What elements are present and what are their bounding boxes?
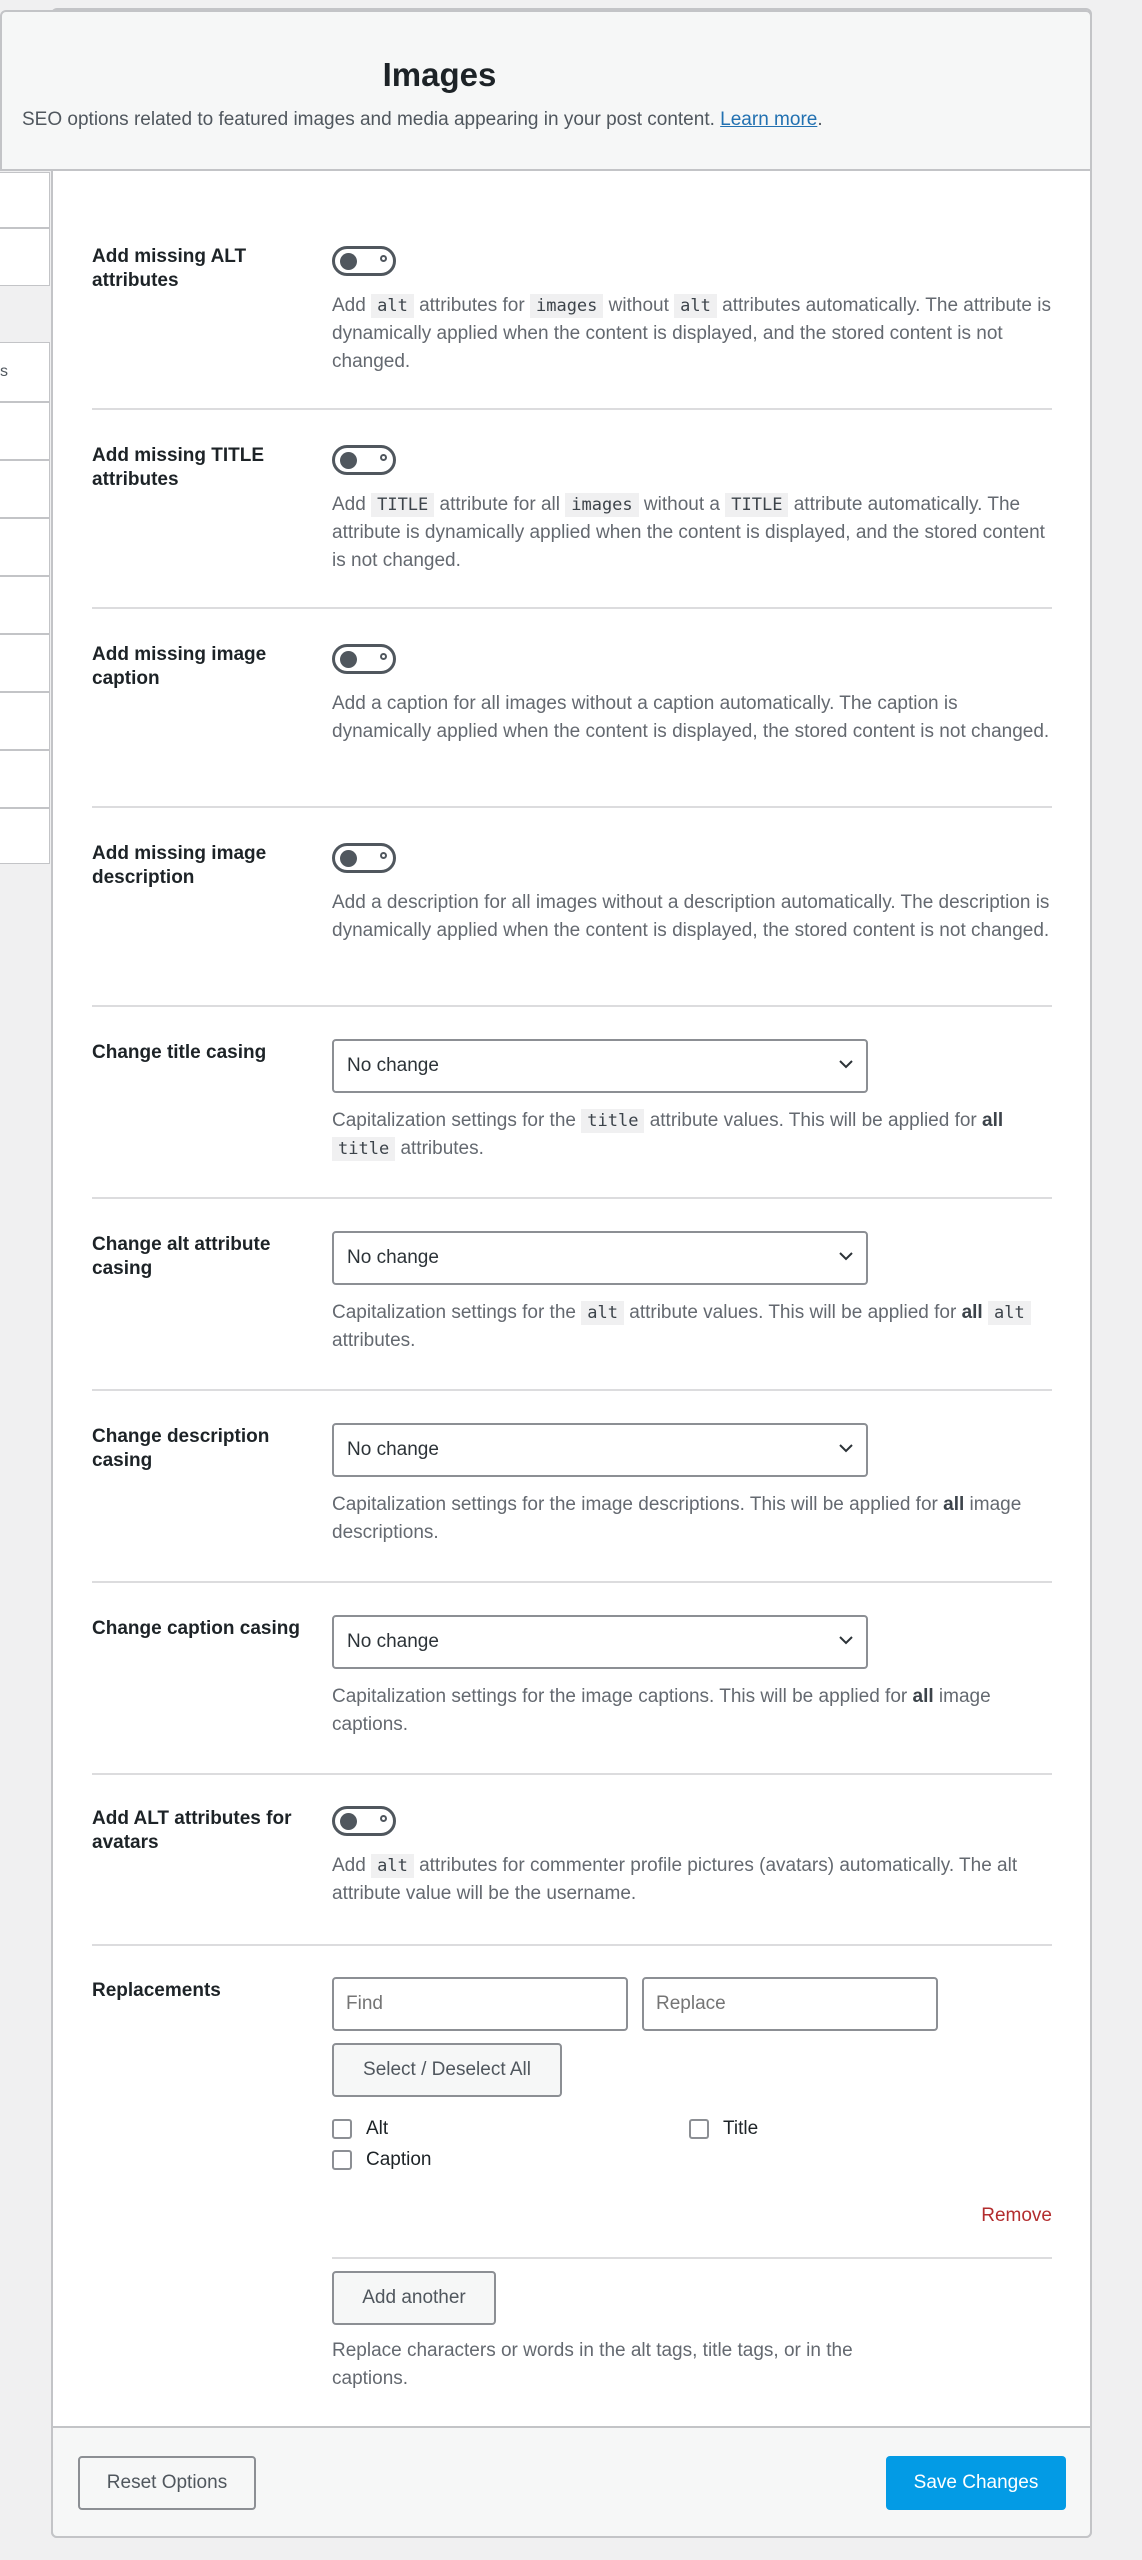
desc-text: image descriptions. bbox=[332, 1494, 1022, 1543]
code-snippet: images bbox=[530, 294, 603, 318]
toggle-off-indicator bbox=[380, 653, 387, 660]
side-nav-tab[interactable] bbox=[0, 172, 50, 228]
setting-description bbox=[332, 1491, 1052, 1547]
setting-label: Add missing image description bbox=[92, 843, 267, 888]
toggle-off-indicator bbox=[380, 852, 387, 859]
setting-label: Change title casing bbox=[92, 1042, 267, 1063]
setting-description bbox=[332, 1852, 1052, 1908]
setting-label: Change alt attribute casing bbox=[92, 1234, 271, 1279]
desc-text: attributes. bbox=[332, 1330, 416, 1351]
desc-text: image captions. bbox=[332, 1686, 991, 1735]
setting-description: Replace characters or words in the alt tags, title tags, or in the captions. bbox=[332, 2340, 853, 2389]
description-casing-select[interactable] bbox=[332, 1423, 868, 1477]
side-nav-tab[interactable] bbox=[0, 402, 50, 460]
setting-label: Add missing image caption bbox=[92, 644, 267, 689]
side-nav-tab[interactable] bbox=[0, 342, 50, 402]
select-deselect-all-button[interactable]: Select / Deselect All bbox=[332, 2043, 562, 2097]
missing-description-toggle[interactable] bbox=[332, 843, 396, 873]
desc-text: attribute values. This will be applied for bbox=[623, 1302, 962, 1323]
side-nav-tab[interactable] bbox=[0, 518, 50, 576]
setting-label: Replacements bbox=[92, 1980, 221, 2001]
title-checkbox-item[interactable] bbox=[689, 2118, 758, 2140]
checkbox-label: Caption bbox=[366, 2149, 432, 2170]
page-title: Images bbox=[382, 56, 497, 93]
setting-label: Change caption casing bbox=[92, 1618, 300, 1639]
setting-description bbox=[332, 1107, 1052, 1163]
learn-more-link[interactable]: Learn more bbox=[720, 109, 818, 130]
reset-options-button[interactable]: Reset Options bbox=[78, 2456, 256, 2510]
section-header bbox=[0, 10, 1092, 171]
code-snippet: alt bbox=[371, 1854, 414, 1878]
chevron-down-icon bbox=[836, 1438, 856, 1458]
settings-footer bbox=[51, 2426, 1092, 2538]
add-another-button[interactable]: Add another bbox=[332, 2271, 496, 2325]
side-nav-tab[interactable] bbox=[0, 808, 50, 864]
desc-text: attribute values. This will be applied for bbox=[644, 1110, 983, 1131]
code-snippet: alt bbox=[371, 294, 414, 318]
setting-row-missing-title bbox=[92, 409, 1052, 609]
chevron-down-icon bbox=[836, 1054, 856, 1074]
setting-row-caption-casing bbox=[92, 1582, 1052, 1775]
divider bbox=[332, 2257, 1052, 2259]
checkbox[interactable] bbox=[689, 2119, 709, 2139]
toggle-off-indicator bbox=[380, 454, 387, 461]
side-nav-label: s bbox=[0, 363, 8, 380]
avatar-alt-toggle[interactable] bbox=[332, 1806, 396, 1836]
checkbox[interactable] bbox=[332, 2150, 352, 2170]
replace-input[interactable] bbox=[642, 1977, 938, 2031]
select-value: No change bbox=[347, 1247, 439, 1268]
find-input[interactable] bbox=[332, 1977, 628, 2031]
code-snippet: title bbox=[332, 1137, 395, 1161]
alt-checkbox-item[interactable] bbox=[332, 2118, 388, 2140]
select-value: No change bbox=[347, 1055, 439, 1076]
desc-bold: all bbox=[961, 1302, 983, 1323]
caption-checkbox-item[interactable] bbox=[332, 2149, 432, 2171]
setting-row-missing-caption bbox=[92, 608, 1052, 808]
desc-text: Add bbox=[332, 1855, 372, 1876]
code-snippet: images bbox=[565, 493, 638, 517]
setting-label: Change description casing bbox=[92, 1426, 270, 1471]
toggle-off-indicator bbox=[380, 1815, 387, 1822]
save-changes-button[interactable]: Save Changes bbox=[886, 2456, 1066, 2510]
setting-row-missing-description bbox=[92, 807, 1052, 1007]
desc-bold: all bbox=[912, 1686, 934, 1707]
missing-caption-toggle[interactable] bbox=[332, 644, 396, 674]
select-value: No change bbox=[347, 1631, 439, 1652]
section-description bbox=[22, 109, 823, 131]
desc-text: Add bbox=[332, 494, 372, 515]
code-snippet: TITLE bbox=[371, 493, 434, 517]
title-casing-select[interactable] bbox=[332, 1039, 868, 1093]
missing-alt-toggle[interactable] bbox=[332, 246, 396, 276]
side-nav-tab[interactable] bbox=[0, 576, 50, 634]
setting-description: Add a caption for all images without a caption automatically. The caption is dynamically applied when the content is displayed, the stored content is not changed. bbox=[332, 693, 1050, 742]
toggle-knob bbox=[340, 253, 357, 270]
checkbox-label: Title bbox=[723, 2118, 759, 2139]
side-nav-tab[interactable] bbox=[0, 750, 50, 808]
setting-row-replacements bbox=[92, 1945, 1052, 2405]
missing-title-toggle[interactable] bbox=[332, 445, 396, 475]
side-nav-tab[interactable] bbox=[0, 692, 50, 750]
desc-text: attribute for all bbox=[434, 494, 566, 515]
setting-row-description-casing bbox=[92, 1390, 1052, 1583]
toggle-off-indicator bbox=[380, 255, 387, 262]
code-snippet: TITLE bbox=[725, 493, 788, 517]
desc-text: Capitalization settings for the bbox=[332, 1302, 582, 1323]
desc-text: attribute automatically. The attribute is dynamically applied when the content is displayed, and the stored content is not changed. bbox=[332, 494, 1045, 571]
alt-casing-select[interactable] bbox=[332, 1231, 868, 1285]
setting-description: Add a description for all images without a description automatically. The description is dynamically applied when the content is displayed, the stored content is not changed. bbox=[332, 892, 1050, 941]
code-snippet: alt bbox=[988, 1301, 1031, 1325]
caption-casing-select[interactable] bbox=[332, 1615, 868, 1669]
setting-label: Add missing TITLE attributes bbox=[92, 445, 265, 490]
description-period: . bbox=[817, 109, 823, 130]
desc-text: attributes for bbox=[413, 295, 530, 316]
side-nav-tab[interactable] bbox=[0, 634, 50, 692]
remove-replacement-link[interactable]: Remove bbox=[981, 2205, 1052, 2226]
desc-text: Capitalization settings for the image descriptions. This will be applied for bbox=[332, 1494, 944, 1515]
toggle-knob bbox=[340, 452, 357, 469]
desc-bold: all bbox=[943, 1494, 965, 1515]
desc-text: Capitalization settings for the bbox=[332, 1110, 582, 1131]
checkbox-label: Alt bbox=[366, 2118, 389, 2139]
checkbox[interactable] bbox=[332, 2119, 352, 2139]
desc-bold: all bbox=[982, 1110, 1004, 1131]
side-nav-tab[interactable] bbox=[0, 228, 50, 286]
setting-row-missing-alt bbox=[92, 210, 1052, 410]
setting-description bbox=[332, 491, 1052, 575]
setting-row-alt-casing bbox=[92, 1198, 1052, 1391]
side-nav bbox=[0, 0, 52, 2560]
setting-row-title-casing bbox=[92, 1006, 1052, 1199]
code-snippet: alt bbox=[581, 1301, 624, 1325]
desc-text: attributes for commenter profile pictures (avatars) automatically. The alt attribute value will be the username. bbox=[332, 1855, 1018, 1904]
desc-text: attributes automatically. The attribute is dynamically applied when the content is displayed, and the stored content is not changed. bbox=[332, 295, 1051, 372]
desc-text: Capitalization settings for the image captions. This will be applied for bbox=[332, 1686, 913, 1707]
toggle-knob bbox=[340, 1813, 357, 1830]
desc-text: Add bbox=[332, 295, 372, 316]
chevron-down-icon bbox=[836, 1246, 856, 1266]
code-snippet: title bbox=[581, 1109, 644, 1133]
setting-description bbox=[332, 292, 1052, 376]
desc-text: attributes. bbox=[395, 1138, 484, 1159]
code-snippet: alt bbox=[674, 294, 717, 318]
setting-label: Add missing ALT attributes bbox=[92, 246, 247, 291]
setting-label: Add ALT attributes for avatars bbox=[92, 1808, 292, 1853]
toggle-knob bbox=[340, 850, 357, 867]
chevron-down-icon bbox=[836, 1630, 856, 1650]
select-value: No change bbox=[347, 1439, 439, 1460]
side-nav-tab[interactable] bbox=[0, 460, 50, 518]
setting-description bbox=[332, 1683, 1052, 1739]
setting-description bbox=[332, 1299, 1052, 1355]
description-text: SEO options related to featured images and media appearing in your post content. bbox=[22, 109, 721, 130]
toggle-knob bbox=[340, 651, 357, 668]
setting-row-avatar-alt bbox=[92, 1774, 1052, 1946]
desc-text: without a bbox=[638, 494, 726, 515]
desc-text: without bbox=[603, 295, 675, 316]
